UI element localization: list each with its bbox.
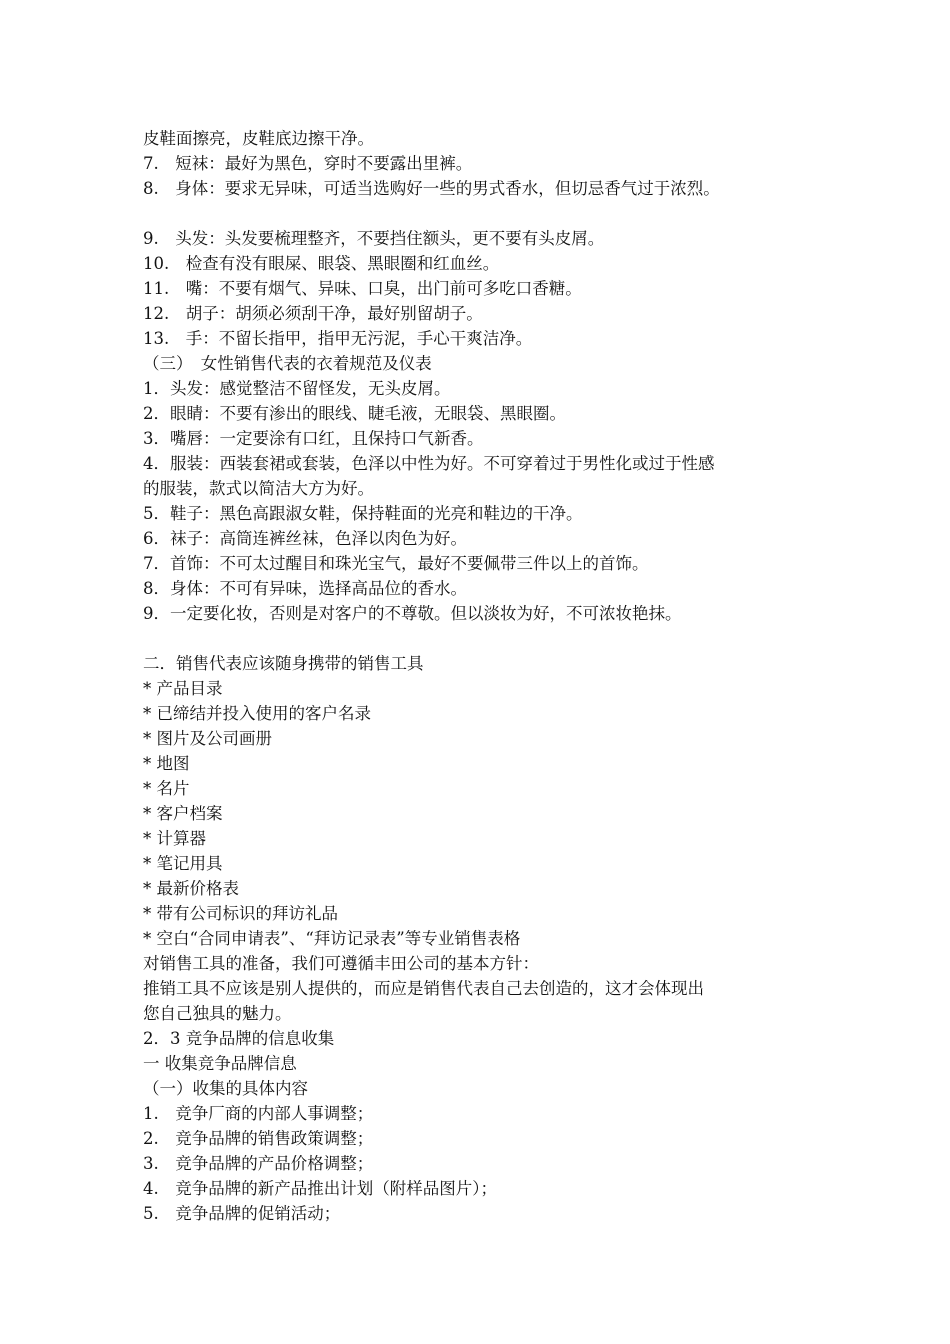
list-item: * 客户档案 [143, 804, 223, 823]
list-item: 1. 竞争厂商的内部人事调整； [143, 1104, 374, 1123]
list-item: 4. 竞争品牌的新产品推出计划（附样品图片）； [143, 1179, 497, 1198]
section-heading: 2．3 竞争品牌的信息收集 [143, 1029, 335, 1048]
paragraph-gap [143, 626, 843, 651]
list-item: * 已缔结并投入使用的客户名录 [143, 704, 371, 723]
list-item: 5．鞋子：黑色高跟淑女鞋，保持鞋面的光亮和鞋边的干净。 [143, 504, 583, 523]
list-item: 10. 检查有没有眼屎、眼袋、黑眼圈和红血丝。 [143, 254, 500, 273]
list-item: * 产品目录 [143, 679, 223, 698]
list-item: 12. 胡子：胡须必须刮干净，最好别留胡子。 [143, 304, 483, 323]
text-line: 推销工具不应该是别人提供的，而应是销售代表自己去创造的，这才会体现出 [143, 979, 704, 998]
list-item: 2．眼睛：不要有渗出的眼线、睫毛液，无眼袋、黑眼圈。 [143, 404, 566, 423]
section-heading: 一 收集竞争品牌信息 [143, 1054, 297, 1073]
list-item: 3．嘴唇：一定要涂有口红，且保持口气新香。 [143, 429, 484, 448]
list-item: 5. 竞争品牌的促销活动； [143, 1204, 341, 1223]
section-heading: （一）收集的具体内容 [143, 1079, 308, 1098]
list-item: 7．首饰：不可太过醒目和珠光宝气，最好不要佩带三件以上的首饰。 [143, 554, 649, 573]
list-item: 1．头发：感觉整洁不留怪发，无头皮屑。 [143, 379, 451, 398]
list-item: 9. 头发：头发要梳理整齐，不要挡住额头，更不要有头皮屑。 [143, 229, 605, 248]
text-line: 的服装，款式以简洁大方为好。 [143, 479, 374, 498]
text-line: 皮鞋面擦亮，皮鞋底边擦干净。 [143, 129, 374, 148]
list-item: 9．一定要化妆，否则是对客户的不尊敬。但以淡妆为好，不可浓妆艳抹。 [143, 604, 682, 623]
list-item: 11. 嘴：不要有烟气、异味、口臭，出门前可多吃口香糖。 [143, 279, 582, 298]
list-item: 4．服装：西装套裙或套装，色泽以中性为好。不可穿着过于男性化或过于性感 [143, 454, 715, 473]
list-item: * 最新价格表 [143, 879, 239, 898]
text-line: 对销售工具的准备，我们可遵循丰田公司的基本方针： [143, 954, 539, 973]
list-item: * 笔记用具 [143, 854, 223, 873]
list-item: 8. 身体：要求无异味，可适当选购好一些的男式香水，但切忌香气过于浓烈。 [143, 179, 720, 198]
list-item: 6．袜子：高筒连裤丝袜，色泽以肉色为好。 [143, 529, 467, 548]
list-item: * 计算器 [143, 829, 206, 848]
list-item: 3. 竞争品牌的产品价格调整； [143, 1154, 374, 1173]
document-body [143, 126, 843, 1226]
list-item: * 图片及公司画册 [143, 729, 272, 748]
section-heading: （三） 女性销售代表的衣着规范及仪表 [143, 354, 432, 373]
list-item: 8．身体：不可有异味，选择高品位的香水。 [143, 579, 467, 598]
list-item: 13. 手：不留长指甲，指甲无污泥，手心干爽洁净。 [143, 329, 533, 348]
list-item: 2. 竞争品牌的销售政策调整； [143, 1129, 374, 1148]
list-item: 7. 短袜：最好为黑色，穿时不要露出里裤。 [143, 154, 473, 173]
list-item: * 名片 [143, 779, 190, 798]
list-item: * 地图 [143, 754, 190, 773]
list-item: * 空白“合同申请表”、“拜访记录表”等专业销售表格 [143, 929, 521, 948]
section-heading: 二．销售代表应该随身携带的销售工具 [143, 654, 424, 673]
text-line: 您自己独具的魅力。 [143, 1004, 292, 1023]
paragraph-gap [143, 201, 843, 226]
list-item: * 带有公司标识的拜访礼品 [143, 904, 338, 923]
